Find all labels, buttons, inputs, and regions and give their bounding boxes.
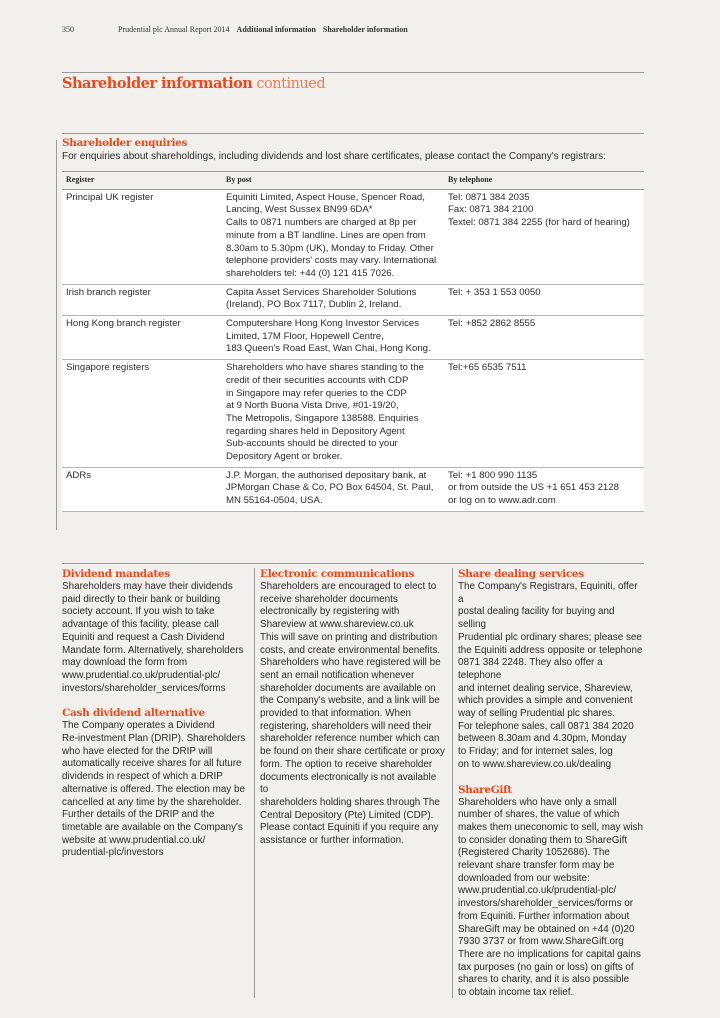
title-main: Shareholder information [62, 75, 253, 92]
cell-phone: Tel: + 353 1 553 0050 [444, 284, 644, 315]
cell-post: J.P. Morgan, the authorised depositary bank, at JPMorgan Chase & Co, PO Box 64504, St. Paul, MN 55164-0504, USA. [222, 467, 444, 511]
column-right [458, 568, 644, 1012]
section-name: Additional information [236, 25, 316, 34]
enquiries-text: For enquiries about shareholdings, including dividends and lost share certificates, please contact the Company's registrars: [62, 151, 606, 162]
divider [62, 563, 644, 564]
cash-dividend-text: The Company operates a Dividend Re-investment Plan (DRIP). Shareholders who have elected for the DRIP will automatically receive shares for all future dividends in respect of which a DRIP alternative is offered. The election may be cancelled at any time by the shareholder. Further details of the DRIP and the timetable are available on the Company's website at www.prudential.co.uk/ prudential-plc/investors [62, 720, 246, 859]
report-name: Prudential plc Annual Report 2014 [118, 25, 230, 34]
page-number: 350 [62, 25, 74, 34]
table-row [62, 316, 644, 360]
sharegift-text: Shareholders who have only a small number of shares, the value of which makes them uneconomic to sell, may wish to consider donating them to ShareGift (Registered Charity 1052686). The relevant share transfer form may be downloaded from our website: www.prudential.co.uk/prudential-plc/ investors/shareholder_services/forms or from Equiniti. Further information about ShareGift may be obtained on +44 (0)20 7930 3737 or from www.ShareGift.org There are no implications for capital gains tax purposes (no gain or loss) on gifts of shares to charity, and it is also possible to obtain income tax relief. [458, 796, 643, 999]
divider [62, 72, 644, 73]
title-suffix: continued [256, 76, 326, 92]
column-header: Register [62, 172, 222, 190]
subsection-name: Shareholder information [322, 25, 408, 34]
share-dealing-heading: Share dealing services [458, 568, 584, 580]
cell-phone: Tel: +852 2862 8555 [444, 316, 644, 360]
enquiries-heading: Shareholder enquiries [62, 137, 188, 149]
registrars-table [62, 171, 644, 512]
cell-register: Hong Kong branch register [62, 316, 222, 360]
table-row [62, 467, 644, 511]
electronic-comms-text: Shareholders are encouraged to elect to receive shareholder documents electronically by registering with Shareview at www.shareview.co.uk This will save on printing and distribution costs, and create environmental benefits. Shareholders who have registered will be sent an email notification whenever shareholder documents are available on the Company's website, and a link will be provided to that information. When registering, shareholders will need their shareholder reference number which can be found on their share certificate or proxy form. The option to receive shareholder documents electronically is not available to shareholders holding shares through The Central Depository (Pte) Limited (CDP). Please contact Equiniti if you require any assistance or further information. [260, 581, 445, 847]
dividend-mandates-text: Shareholders may have their dividends paid directly to their bank or building society account. If you wish to take advantage of this facility, please call Equiniti and request a Cash Dividend Mandate form. Alternatively, shareholders may download the form from www.prudential.co.uk/prudential-plc/ investors/shareholder_services/forms [62, 581, 244, 694]
cell-phone: Tel:+65 6535 7511 [444, 360, 644, 468]
table-row [62, 189, 644, 284]
cell-post: Computershare Hong Kong Investor Services Limited, 17M Floor, Hopewell Centre, 183 Queen's Road East, Wan Chai, Hong Kong. [222, 316, 444, 360]
column-rule [452, 568, 453, 998]
cell-register: ADRs [62, 467, 222, 511]
page-title [62, 75, 325, 92]
cell-post: Capita Asset Services Shareholder Solutions (Ireland), PO Box 7117, Dublin 2, Ireland. [222, 284, 444, 315]
cell-phone: Tel: +1 800 990 1135 or from outside the US +1 651 453 2128 or log on to www.adr.com [444, 467, 644, 511]
column-middle [260, 568, 446, 860]
cell-post: Shareholders who have shares standing to the credit of their securities accounts with CDP in Singapore may refer queries to the CDP at 9 North Buona Vista Drive, #01-19/20, The Metropolis, Singapore 138588. Enquiries regarding shares held in Depository Agent Sub-accounts should be directed to your Depository Agent or broker. [222, 360, 444, 468]
sharegift-heading: ShareGift [458, 783, 512, 796]
cash-dividend-heading: Cash dividend alternative [62, 707, 205, 720]
column-left [62, 568, 248, 872]
share-dealing-text: The Company's Registrars, Equiniti, offer a postal dealing facility for buying and selling Prudential plc ordinary shares; please see the Equiniti address opposite or telephone 0871 384 2248. They also offer a telephone and internet dealing service, Shareview, which provides a simple and convenient way of selling Prudential plc shares. For telephone sales, call 0871 384 2020 between 8.30am and 4.30pm, Monday to Friday; and for internet sales, log on to www.shareview.co.uk/dealing [458, 581, 643, 770]
cell-register: Irish branch register [62, 284, 222, 315]
enquiries-intro [62, 137, 642, 163]
divider [62, 133, 644, 134]
running-header [62, 25, 413, 34]
dividend-mandates-heading: Dividend mandates [62, 568, 170, 580]
column-rule [254, 568, 255, 998]
column-header: By post [222, 172, 444, 190]
cell-register: Singapore registers [62, 360, 222, 468]
column-header: By telephone [444, 172, 644, 190]
side-rule [56, 140, 57, 530]
table-row [62, 360, 644, 468]
table-row [62, 284, 644, 315]
cell-register: Principal UK register [62, 189, 222, 284]
cell-post: Equiniti Limited, Aspect House, Spencer Road, Lancing, West Sussex BN99 6DA* Calls to 0871 numbers are charged at 8p per minute from a BT landline. Lines are open from 8.30am to 5.30pm (UK), Monday to Friday. Other telephone providers' costs may vary. International shareholders tel: +44 (0) 121 415 7026. [222, 189, 444, 284]
cell-phone: Tel: 0871 384 2035 Fax: 0871 384 2100 Textel: 0871 384 2255 (for hard of hearing) [444, 189, 644, 284]
electronic-comms-heading: Electronic communications [260, 568, 415, 580]
